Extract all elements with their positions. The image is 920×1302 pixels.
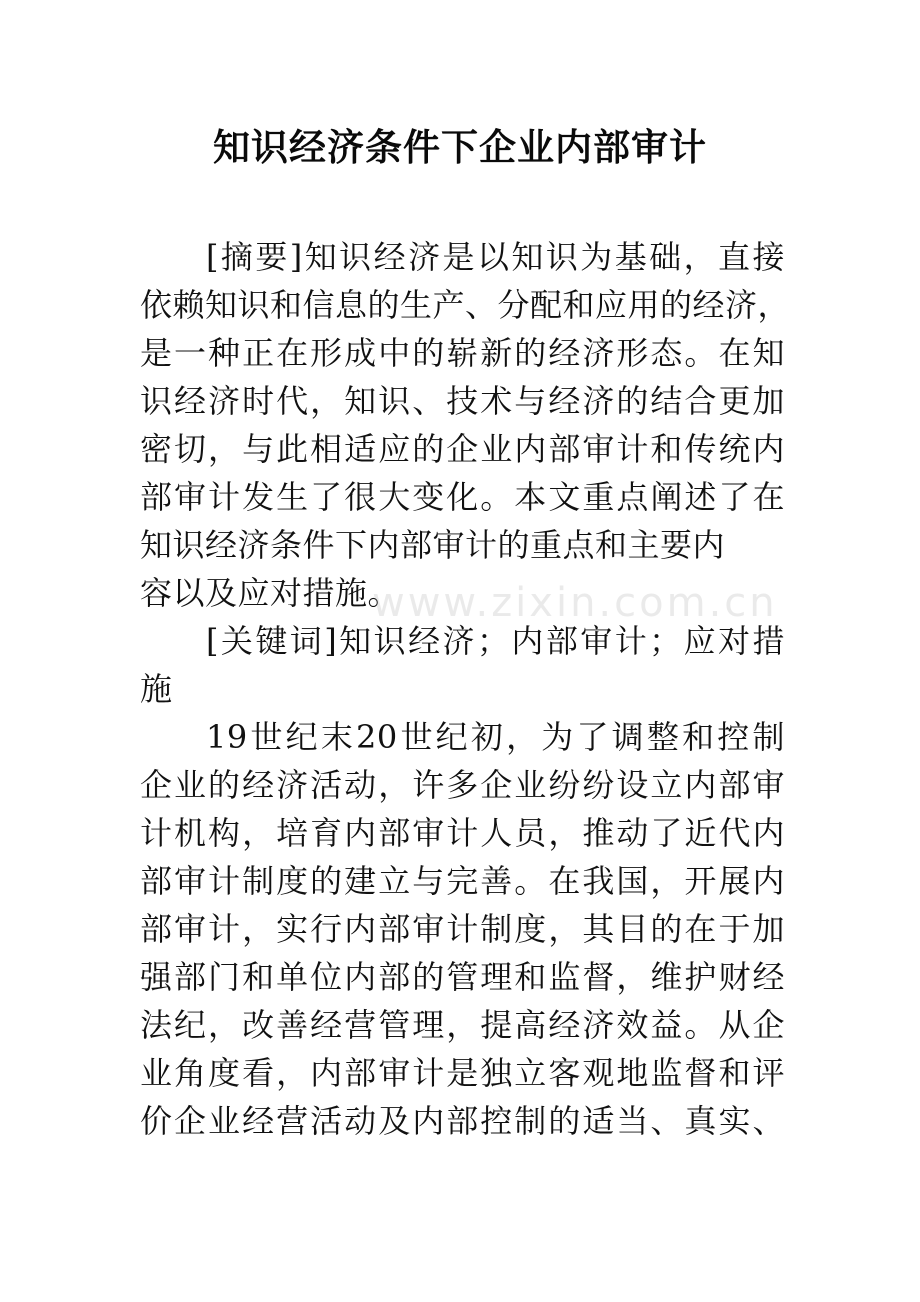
- abstract-line-7: 知识经济条件下内部审计的重点和主要内: [140, 526, 726, 564]
- paragraph-line-4: 部审计制度的建立与完善。在我国，开展内: [140, 862, 785, 900]
- paragraph-line-1: 19世纪末20世纪初，为了调整和控制: [206, 718, 785, 756]
- watermark-text: www.zixin.com.cn: [372, 580, 778, 626]
- paragraph-line-9: 价企业经营活动及内部控制的适当、真实、: [140, 1102, 785, 1140]
- abstract-line-3: 是一种正在形成中的崭新的经济形态。在知: [140, 334, 785, 372]
- keywords-line-2: 施: [140, 670, 173, 708]
- abstract-line-4: 识经济时代，知识、技术与经济的结合更加: [140, 382, 785, 420]
- paragraph-line-8: 业角度看，内部审计是独立客观地监督和评: [140, 1054, 785, 1092]
- paragraph-line-7: 法纪，改善经营管理，提高经济效益。从企: [140, 1006, 785, 1044]
- paragraph-line-3: 计机构，培育内部审计人员，推动了近代内: [140, 814, 785, 852]
- abstract-line-6: 部审计发生了很大变化。本文重点阐述了在: [140, 478, 785, 516]
- paragraph-line-5: 部审计，实行内部审计制度，其目的在于加: [140, 910, 785, 948]
- abstract-line-5: 密切，与此相适应的企业内部审计和传统内: [140, 430, 785, 468]
- keywords-line-1: [关键词]知识经济；内部审计；应对措: [206, 622, 785, 660]
- abstract-line-1: [摘要]知识经济是以知识为基础，直接: [206, 238, 785, 276]
- paragraph-line-6: 强部门和单位内部的管理和监督，维护财经: [140, 958, 785, 996]
- paragraph-line-2: 企业的经济活动，许多企业纷纷设立内部审: [140, 766, 785, 804]
- abstract-line-2: 依赖知识和信息的生产、分配和应用的经济，: [140, 286, 791, 324]
- document-body: [140, 233, 791, 1145]
- abstract-line-8: 容以及应对措施。: [140, 574, 401, 612]
- document-title: 知识经济条件下企业内部审计: [213, 126, 707, 169]
